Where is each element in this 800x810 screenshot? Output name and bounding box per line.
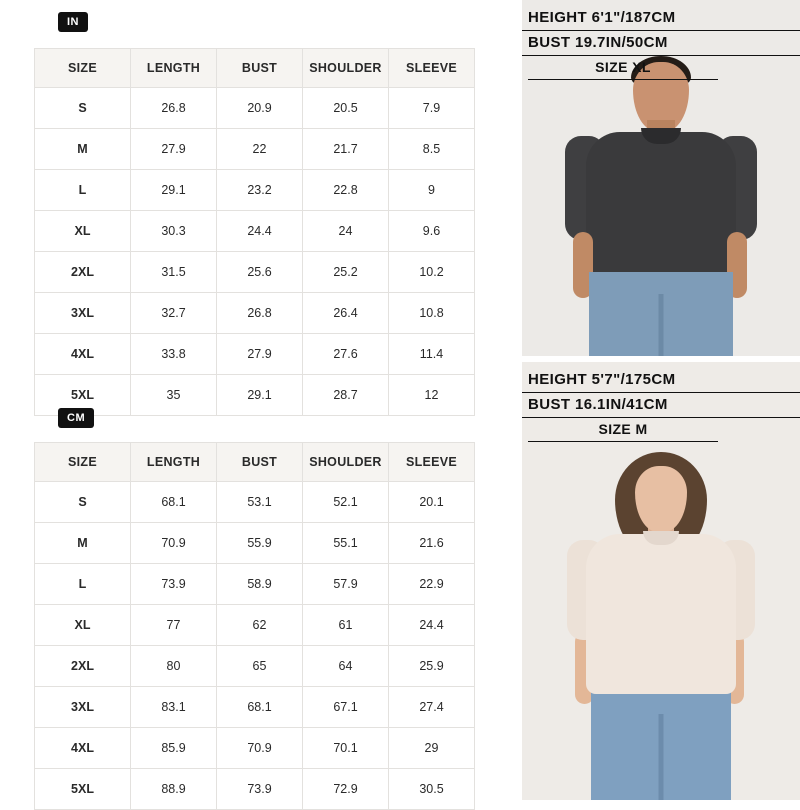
cell-sleeve: 9 — [389, 170, 475, 211]
table-row — [35, 769, 475, 810]
column-header-length: LENGTH — [131, 443, 217, 482]
cell-sleeve: 30.5 — [389, 769, 475, 810]
cell-bust: 26.8 — [217, 293, 303, 334]
column-header-length: LENGTH — [131, 49, 217, 88]
unit-badge-in: IN — [58, 12, 88, 32]
cm-badge-row — [0, 408, 94, 428]
column-header-size: SIZE — [35, 443, 131, 482]
column-header-bust: BUST — [217, 443, 303, 482]
cell-length: 68.1 — [131, 482, 217, 523]
column-header-size: SIZE — [35, 49, 131, 88]
cell-bust: 25.6 — [217, 252, 303, 293]
cell-size: L — [35, 170, 131, 211]
cell-shoulder: 61 — [303, 605, 389, 646]
female-spec-lines — [522, 362, 800, 442]
cell-length: 29.1 — [131, 170, 217, 211]
cell-bust: 29.1 — [217, 375, 303, 416]
cell-bust: 23.2 — [217, 170, 303, 211]
table-header-row — [35, 443, 475, 482]
cell-sleeve: 27.4 — [389, 687, 475, 728]
cell-size: 4XL — [35, 728, 131, 769]
cell-size: S — [35, 482, 131, 523]
cell-sleeve: 24.4 — [389, 605, 475, 646]
table-row — [35, 211, 475, 252]
cell-size: 3XL — [35, 687, 131, 728]
cell-length: 83.1 — [131, 687, 217, 728]
male-bust-label: BUST 19.7IN/50CM — [522, 31, 800, 56]
cell-sleeve: 29 — [389, 728, 475, 769]
cell-sleeve: 21.6 — [389, 523, 475, 564]
table-row — [35, 375, 475, 416]
cell-size: XL — [35, 211, 131, 252]
male-size-label: SIZE XL — [528, 56, 718, 80]
cell-size: XL — [35, 605, 131, 646]
male-tshirt — [586, 132, 736, 280]
cell-bust: 70.9 — [217, 728, 303, 769]
cell-shoulder: 26.4 — [303, 293, 389, 334]
size-table-cm — [34, 442, 475, 810]
cell-bust: 73.9 — [217, 769, 303, 810]
cell-shoulder: 22.8 — [303, 170, 389, 211]
cell-size: 2XL — [35, 646, 131, 687]
table-row — [35, 728, 475, 769]
cm-table-wrapper — [0, 442, 475, 810]
table-row — [35, 293, 475, 334]
cell-sleeve: 10.2 — [389, 252, 475, 293]
table-row — [35, 646, 475, 687]
cell-shoulder: 70.1 — [303, 728, 389, 769]
male-model-photo — [522, 0, 800, 358]
table-row — [35, 170, 475, 211]
cell-length: 32.7 — [131, 293, 217, 334]
cell-length: 35 — [131, 375, 217, 416]
female-model-photo — [522, 362, 800, 800]
cell-bust: 27.9 — [217, 334, 303, 375]
table-row — [35, 129, 475, 170]
photo-divider — [522, 356, 800, 362]
table-row — [35, 687, 475, 728]
cell-bust: 24.4 — [217, 211, 303, 252]
cell-bust: 53.1 — [217, 482, 303, 523]
table-row — [35, 88, 475, 129]
table-header-row — [35, 49, 475, 88]
cell-length: 70.9 — [131, 523, 217, 564]
inches-badge-row — [0, 12, 88, 32]
cell-bust: 55.9 — [217, 523, 303, 564]
cell-bust: 58.9 — [217, 564, 303, 605]
inches-table-wrapper — [0, 48, 475, 416]
cell-shoulder: 64 — [303, 646, 389, 687]
cell-size: M — [35, 129, 131, 170]
female-tshirt — [586, 534, 736, 694]
cell-length: 80 — [131, 646, 217, 687]
table-row — [35, 605, 475, 646]
cell-bust: 62 — [217, 605, 303, 646]
cell-shoulder: 24 — [303, 211, 389, 252]
cell-shoulder: 27.6 — [303, 334, 389, 375]
unit-badge-cm: CM — [58, 408, 94, 428]
cell-shoulder: 28.7 — [303, 375, 389, 416]
cell-size: S — [35, 88, 131, 129]
cell-length: 31.5 — [131, 252, 217, 293]
column-header-sleeve: SLEEVE — [389, 443, 475, 482]
cell-length: 73.9 — [131, 564, 217, 605]
cell-sleeve: 9.6 — [389, 211, 475, 252]
female-bust-label: BUST 16.1IN/41CM — [522, 393, 800, 418]
cell-size: 4XL — [35, 334, 131, 375]
table-row — [35, 252, 475, 293]
size-table-inches — [34, 48, 475, 416]
cell-size: 3XL — [35, 293, 131, 334]
cell-shoulder: 72.9 — [303, 769, 389, 810]
model-photos-column — [500, 0, 800, 800]
cell-length: 77 — [131, 605, 217, 646]
cell-shoulder: 21.7 — [303, 129, 389, 170]
cell-size: L — [35, 564, 131, 605]
cell-sleeve: 25.9 — [389, 646, 475, 687]
cell-shoulder: 57.9 — [303, 564, 389, 605]
male-jeans — [589, 272, 733, 358]
cell-bust: 22 — [217, 129, 303, 170]
cell-length: 27.9 — [131, 129, 217, 170]
cell-sleeve: 12 — [389, 375, 475, 416]
cell-bust: 68.1 — [217, 687, 303, 728]
table-row — [35, 564, 475, 605]
cell-shoulder: 55.1 — [303, 523, 389, 564]
cell-length: 26.8 — [131, 88, 217, 129]
cell-sleeve: 10.8 — [389, 293, 475, 334]
female-head — [635, 466, 687, 532]
male-height-label: HEIGHT 6'1"/187CM — [522, 6, 800, 31]
male-spec-lines — [522, 0, 800, 80]
cell-length: 88.9 — [131, 769, 217, 810]
cell-length: 33.8 — [131, 334, 217, 375]
cell-sleeve: 22.9 — [389, 564, 475, 605]
table-row — [35, 523, 475, 564]
cell-shoulder: 25.2 — [303, 252, 389, 293]
cell-size: 5XL — [35, 375, 131, 416]
cell-length: 85.9 — [131, 728, 217, 769]
table-row — [35, 482, 475, 523]
column-header-shoulder: SHOULDER — [303, 443, 389, 482]
female-size-label: SIZE M — [528, 418, 718, 442]
cell-shoulder: 52.1 — [303, 482, 389, 523]
column-header-sleeve: SLEEVE — [389, 49, 475, 88]
cell-bust: 65 — [217, 646, 303, 687]
cell-sleeve: 11.4 — [389, 334, 475, 375]
cell-shoulder: 67.1 — [303, 687, 389, 728]
cell-shoulder: 20.5 — [303, 88, 389, 129]
female-jeans — [591, 688, 731, 800]
female-height-label: HEIGHT 5'7"/175CM — [522, 368, 800, 393]
cell-size: 5XL — [35, 769, 131, 810]
cell-length: 30.3 — [131, 211, 217, 252]
cell-sleeve: 8.5 — [389, 129, 475, 170]
table-row — [35, 334, 475, 375]
cell-sleeve: 20.1 — [389, 482, 475, 523]
cell-size: 2XL — [35, 252, 131, 293]
cell-size: M — [35, 523, 131, 564]
cell-sleeve: 7.9 — [389, 88, 475, 129]
cell-bust: 20.9 — [217, 88, 303, 129]
column-header-bust: BUST — [217, 49, 303, 88]
column-header-shoulder: SHOULDER — [303, 49, 389, 88]
